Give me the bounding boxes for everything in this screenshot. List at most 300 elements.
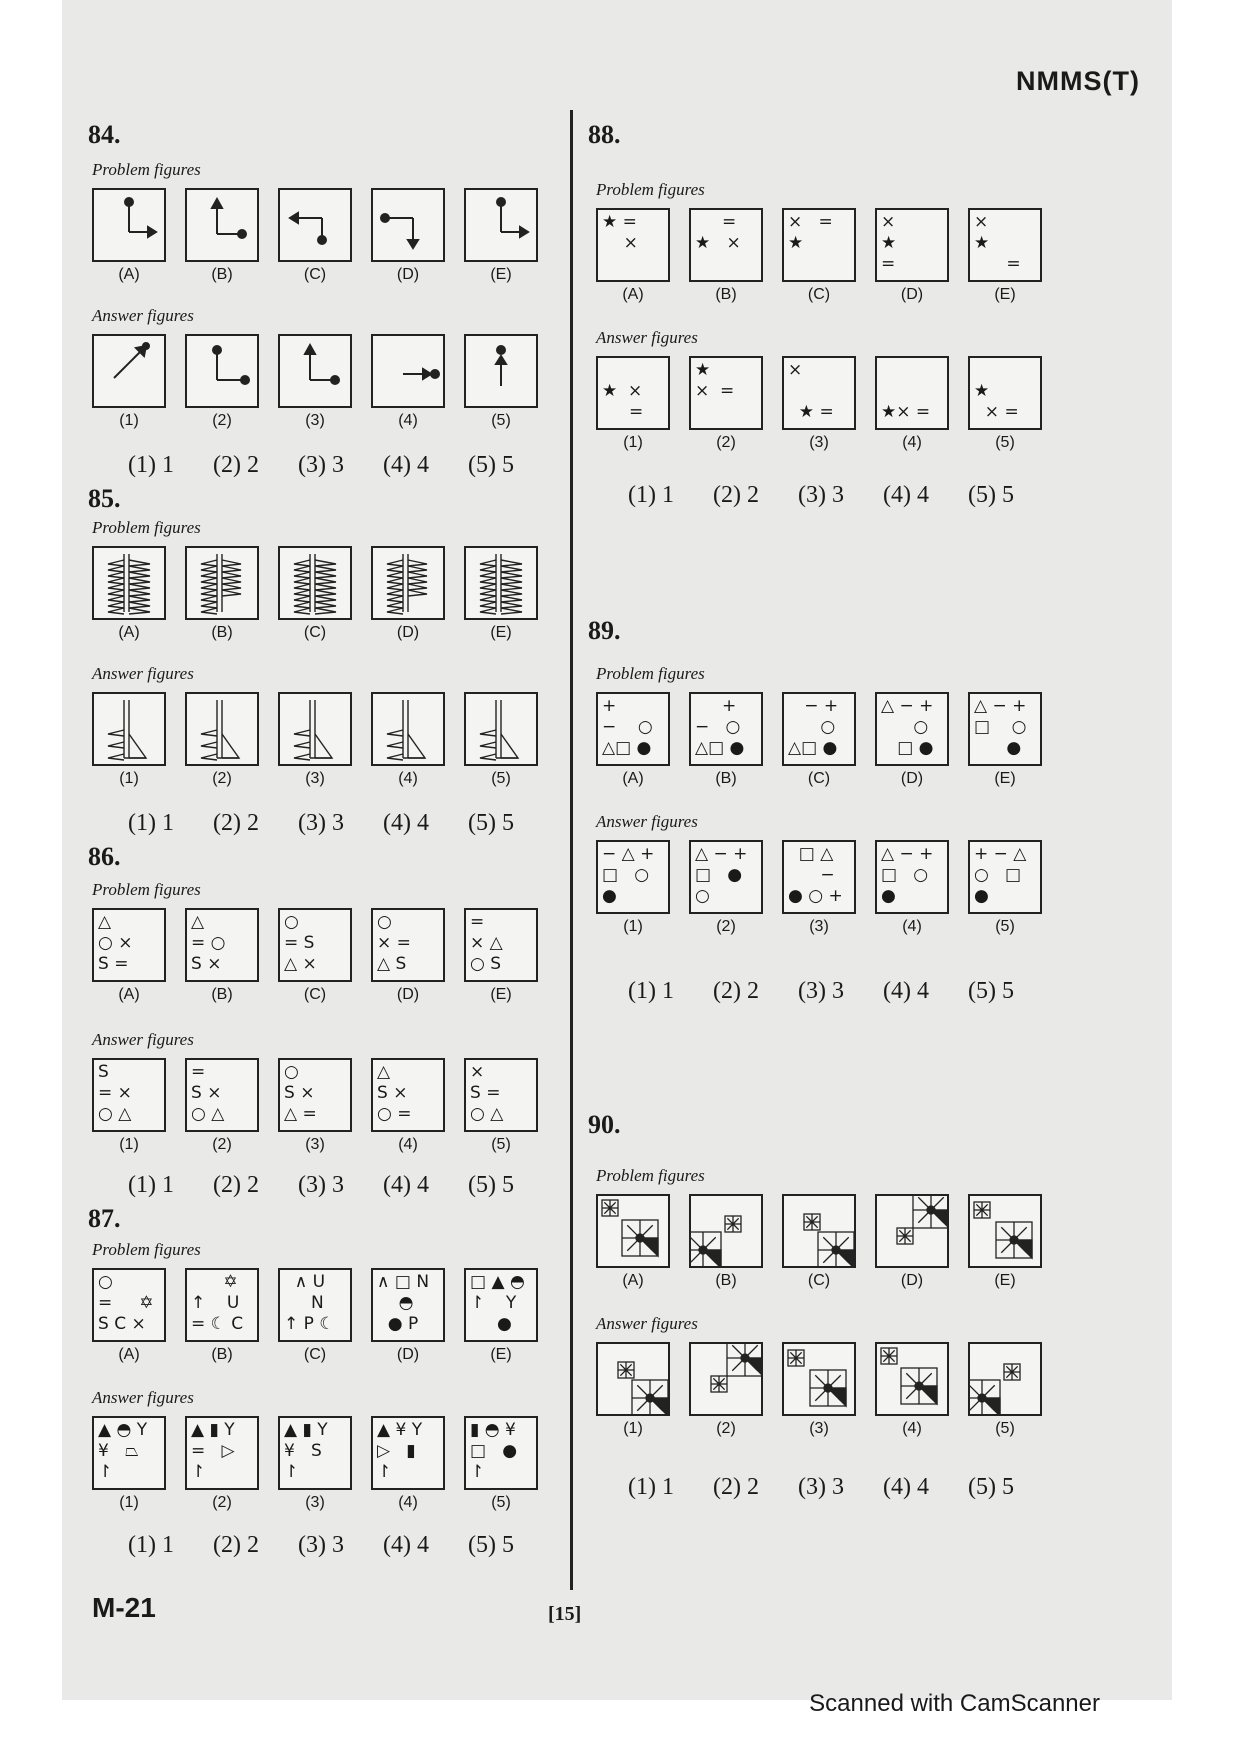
q90-problem-figure-label: (B) bbox=[715, 1272, 737, 1289]
q88-answer-row bbox=[594, 356, 1059, 452]
q85-answer-figure-5 bbox=[462, 692, 540, 788]
figure-symbols: △ = ○ S × bbox=[191, 912, 226, 974]
answer-option[interactable]: (3) 3 bbox=[298, 1172, 344, 1198]
q85-answer-figure-box bbox=[464, 692, 538, 766]
q90-answer-figure-1 bbox=[594, 1342, 672, 1438]
q89-problem-figure-label: (D) bbox=[900, 770, 924, 787]
figure-symbols: × ★ = bbox=[788, 360, 834, 422]
q86-answer-figure-5 bbox=[462, 1058, 540, 1154]
q88-problem-label: Problem figures bbox=[596, 180, 705, 199]
q85-answer-figure-box bbox=[92, 692, 166, 766]
q89-answer-figure-1 bbox=[594, 840, 672, 936]
question-89-number: 89. bbox=[588, 616, 621, 645]
q84-problem-figure-box bbox=[92, 188, 166, 262]
answer-option[interactable]: (1) 1 bbox=[128, 1532, 174, 1558]
q90-problem-figure-box bbox=[875, 1194, 949, 1268]
q84-problem-figure-3 bbox=[276, 188, 354, 284]
q86-answer-figure-box bbox=[278, 1058, 352, 1132]
q85-answer-figure-label: (2) bbox=[212, 770, 232, 787]
q90-problem-figure-3 bbox=[780, 1194, 858, 1290]
question-84-number: 84. bbox=[88, 120, 121, 149]
q87-problem-label: Problem figures bbox=[92, 1240, 201, 1259]
q86-problem-figure-2 bbox=[183, 908, 261, 1004]
q85-problem-figure-label: (B) bbox=[211, 624, 233, 641]
answer-option[interactable]: (1) 1 bbox=[628, 482, 674, 508]
q84-answer-row bbox=[90, 334, 555, 430]
q87-problem-figure-box bbox=[185, 1268, 259, 1342]
q88-problem-row bbox=[594, 208, 1059, 304]
q86-problem-figure-box bbox=[371, 908, 445, 982]
q84-problem-figure-box bbox=[371, 188, 445, 262]
q88-problem-figure-label: (B) bbox=[715, 286, 737, 303]
q88-answer-figure-box bbox=[689, 356, 763, 430]
q86-problem-figure-box bbox=[278, 908, 352, 982]
q85-problem-figure-4 bbox=[369, 546, 447, 642]
figure-symbols: △ S × ○ = bbox=[377, 1062, 412, 1124]
q88-options bbox=[628, 482, 1053, 509]
q90-problem-figure-box bbox=[782, 1194, 856, 1268]
q88-problem-figure-label: (A) bbox=[622, 286, 644, 303]
q87-problem-figure-1 bbox=[90, 1268, 168, 1364]
q86-problem-figure-3 bbox=[276, 908, 354, 1004]
q90-answer-figure-label: (3) bbox=[809, 1420, 829, 1437]
q89-problem-figure-4 bbox=[873, 692, 951, 788]
q89-answer-figure-label: (3) bbox=[809, 918, 829, 935]
q86-answer-figure-box bbox=[92, 1058, 166, 1132]
answer-option[interactable]: (1) 1 bbox=[128, 452, 174, 478]
q85-answer-figure-label: (3) bbox=[305, 770, 325, 787]
answer-option[interactable]: (4) 4 bbox=[383, 1172, 429, 1198]
q86-problem-figure-5 bbox=[462, 908, 540, 1004]
q85-answer-row bbox=[90, 692, 555, 788]
q88-answer-label: Answer figures bbox=[596, 328, 698, 347]
q86-answer-figure-label: (3) bbox=[305, 1136, 325, 1153]
question-88-number: 88. bbox=[588, 120, 621, 149]
q84-problem-figure-1 bbox=[90, 188, 168, 284]
q84-problem-figure-box bbox=[278, 188, 352, 262]
q87-problem-figure-label: (D) bbox=[396, 1346, 420, 1363]
q87-answer-figure-box bbox=[92, 1416, 166, 1490]
q89-answer-figure-box bbox=[689, 840, 763, 914]
answer-option[interactable]: (2) 2 bbox=[713, 482, 759, 508]
q90-answer-figure-box bbox=[689, 1342, 763, 1416]
q88-problem-figure-4 bbox=[873, 208, 951, 304]
answer-option[interactable]: (5) 5 bbox=[468, 1532, 514, 1558]
answer-option[interactable]: (3) 3 bbox=[298, 452, 344, 478]
figure-symbols: ○ = ✡ S C × bbox=[98, 1272, 154, 1334]
answer-option[interactable]: (3) 3 bbox=[798, 482, 844, 508]
q88-answer-figure-box bbox=[875, 356, 949, 430]
q86-problem-row bbox=[90, 908, 555, 1004]
q85-answer-figure-label: (4) bbox=[398, 770, 418, 787]
q87-problem-row bbox=[90, 1268, 555, 1364]
figure-symbols: ∧ U N ↑ P ☾ bbox=[284, 1272, 335, 1334]
q84-answer-figure-3 bbox=[276, 334, 354, 430]
q84-answer-figure-2 bbox=[183, 334, 261, 430]
figure-symbols: × = ★ bbox=[788, 212, 833, 253]
booklet-code: M-21 bbox=[92, 1592, 156, 1623]
answer-option[interactable]: (5) 5 bbox=[968, 1474, 1014, 1500]
q89-problem-figure-box bbox=[689, 692, 763, 766]
q86-answer-figure-box bbox=[371, 1058, 445, 1132]
q90-options bbox=[628, 1474, 1053, 1501]
q86-problem-figure-box bbox=[464, 908, 538, 982]
answer-option[interactable]: (1) 1 bbox=[628, 978, 674, 1004]
q87-problem-figure-box bbox=[464, 1268, 538, 1342]
q89-answer-figure-4 bbox=[873, 840, 951, 936]
q84-problem-figure-5 bbox=[462, 188, 540, 284]
q86-answer-figure-1 bbox=[90, 1058, 168, 1154]
q85-problem-figure-label: (A) bbox=[118, 624, 140, 641]
q86-answer-figure-box bbox=[185, 1058, 259, 1132]
figure-symbols: ★ × = bbox=[602, 381, 644, 422]
q88-answer-figure-2 bbox=[687, 356, 765, 452]
answer-option[interactable]: (3) 3 bbox=[298, 1532, 344, 1558]
q87-problem-figure-box bbox=[278, 1268, 352, 1342]
figure-symbols: × ★ = bbox=[974, 212, 1021, 274]
q87-answer-figure-1 bbox=[90, 1416, 168, 1512]
q84-answer-figure-box bbox=[92, 334, 166, 408]
q86-problem-figure-4 bbox=[369, 908, 447, 1004]
q84-problem-row bbox=[90, 188, 555, 284]
q90-answer-figure-4 bbox=[873, 1342, 951, 1438]
q87-answer-figure-box bbox=[185, 1416, 259, 1490]
q87-problem-figure-5 bbox=[462, 1268, 540, 1364]
q84-answer-label: Answer figures bbox=[92, 306, 194, 325]
q88-answer-figure-box bbox=[596, 356, 670, 430]
answer-option[interactable]: (5) 5 bbox=[468, 810, 514, 836]
q89-problem-row bbox=[594, 692, 1059, 788]
q86-answer-figure-4 bbox=[369, 1058, 447, 1154]
figure-symbols: + − ○ △□ ● bbox=[602, 696, 653, 758]
q90-answer-figure-3 bbox=[780, 1342, 858, 1438]
figure-symbols: × ★ = bbox=[881, 212, 897, 274]
q90-problem-figure-5 bbox=[966, 1194, 1044, 1290]
figure-symbols: ▲ ▮ Y ¥ S ↾ bbox=[284, 1420, 328, 1482]
q84-problem-figure-label: (C) bbox=[303, 266, 327, 283]
q86-answer-figure-3 bbox=[276, 1058, 354, 1154]
q87-problem-figure-label: (E) bbox=[490, 1346, 512, 1363]
q90-problem-figure-label: (D) bbox=[900, 1272, 924, 1289]
figure-symbols: ★ = × bbox=[602, 212, 638, 253]
q87-answer-figure-label: (5) bbox=[491, 1494, 511, 1511]
answer-option[interactable]: (3) 3 bbox=[298, 810, 344, 836]
q87-answer-figure-label: (1) bbox=[119, 1494, 139, 1511]
q89-problem-figure-3 bbox=[780, 692, 858, 788]
q90-answer-figure-box bbox=[968, 1342, 1042, 1416]
q88-answer-figure-label: (4) bbox=[902, 434, 922, 451]
answer-option[interactable]: (4) 4 bbox=[383, 452, 429, 478]
q85-problem-figure-label: (C) bbox=[303, 624, 327, 641]
scanner-watermark: Scanned with CamScanner bbox=[809, 1690, 1100, 1717]
q86-answer-row bbox=[90, 1058, 555, 1154]
q88-answer-figure-box bbox=[968, 356, 1042, 430]
q90-problem-figure-box bbox=[596, 1194, 670, 1268]
figure-symbols: − △ + □ ○ ● bbox=[602, 844, 655, 906]
q88-problem-figure-box bbox=[596, 208, 670, 282]
q87-answer-figure-4 bbox=[369, 1416, 447, 1512]
q90-problem-figure-2 bbox=[687, 1194, 765, 1290]
q90-problem-figure-4 bbox=[873, 1194, 951, 1290]
figure-symbols: □ △ − ● ○ + bbox=[788, 844, 843, 906]
figure-symbols: × S = ○ △ bbox=[470, 1062, 504, 1124]
q84-answer-figure-label: (5) bbox=[491, 412, 511, 429]
q84-answer-figure-label: (2) bbox=[212, 412, 232, 429]
figure-symbols: ✡ ↑ U = ☾ C bbox=[191, 1272, 244, 1334]
figure-symbols: ○ = S △ × bbox=[284, 912, 317, 974]
q84-problem-figure-label: (D) bbox=[396, 266, 420, 283]
q87-options bbox=[128, 1532, 553, 1559]
answer-option[interactable]: (2) 2 bbox=[713, 978, 759, 1004]
q87-answer-figure-box bbox=[371, 1416, 445, 1490]
q89-answer-figure-box bbox=[596, 840, 670, 914]
q89-problem-figure-box bbox=[782, 692, 856, 766]
figure-symbols: △ − + ○ □ ● bbox=[881, 696, 934, 758]
q84-answer-figure-box bbox=[185, 334, 259, 408]
q85-answer-figure-label: (1) bbox=[119, 770, 139, 787]
q85-problem-figure-3 bbox=[276, 546, 354, 642]
figure-symbols: ★ × = bbox=[695, 360, 735, 401]
answer-option[interactable]: (5) 5 bbox=[468, 452, 514, 478]
q88-problem-figure-box bbox=[968, 208, 1042, 282]
q87-answer-figure-label: (4) bbox=[398, 1494, 418, 1511]
q89-problem-figure-label: (E) bbox=[994, 770, 1016, 787]
answer-option[interactable]: (2) 2 bbox=[713, 1474, 759, 1500]
q89-problem-figure-box bbox=[968, 692, 1042, 766]
q89-problem-figure-box bbox=[596, 692, 670, 766]
q89-answer-figure-label: (5) bbox=[995, 918, 1015, 935]
q84-problem-label: Problem figures bbox=[92, 160, 201, 179]
q90-answer-figure-label: (5) bbox=[995, 1420, 1015, 1437]
q89-problem-label: Problem figures bbox=[596, 664, 705, 683]
figure-symbols: ∧ □ N ◓ ● P bbox=[377, 1272, 430, 1334]
q86-problem-label: Problem figures bbox=[92, 880, 201, 899]
q90-answer-figure-box bbox=[875, 1342, 949, 1416]
q88-problem-figure-1 bbox=[594, 208, 672, 304]
figure-symbols: − + ○ △□ ● bbox=[788, 696, 839, 758]
figure-symbols: ▮ ◓ ¥ □ ● ↾ bbox=[470, 1420, 518, 1482]
answer-option[interactable]: (5) 5 bbox=[968, 482, 1014, 508]
q87-answer-figure-label: (3) bbox=[305, 1494, 325, 1511]
q86-answer-figure-label: (2) bbox=[212, 1136, 232, 1153]
q86-problem-figure-label: (C) bbox=[303, 986, 327, 1003]
q88-answer-figure-3 bbox=[780, 356, 858, 452]
q85-answer-label: Answer figures bbox=[92, 664, 194, 683]
figure-symbols: = S × ○ △ bbox=[191, 1062, 225, 1124]
q84-problem-figure-2 bbox=[183, 188, 261, 284]
answer-option[interactable]: (4) 4 bbox=[883, 978, 929, 1004]
q84-problem-figure-box bbox=[185, 188, 259, 262]
q85-problem-figure-box bbox=[185, 546, 259, 620]
q86-problem-figure-label: (D) bbox=[396, 986, 420, 1003]
q89-answer-figure-label: (2) bbox=[716, 918, 736, 935]
figure-symbols: ▲ ▮ Y = ▷ ↾ bbox=[191, 1420, 235, 1482]
q87-answer-figure-3 bbox=[276, 1416, 354, 1512]
q89-problem-figure-box bbox=[875, 692, 949, 766]
q85-problem-figure-box bbox=[278, 546, 352, 620]
q88-answer-figure-label: (2) bbox=[716, 434, 736, 451]
answer-option[interactable]: (2) 2 bbox=[213, 452, 259, 478]
q88-answer-figure-5 bbox=[966, 356, 1044, 452]
q84-answer-figure-label: (4) bbox=[398, 412, 418, 429]
q84-answer-figure-label: (3) bbox=[305, 412, 325, 429]
q85-answer-figure-1 bbox=[90, 692, 168, 788]
q90-answer-row bbox=[594, 1342, 1059, 1438]
q85-options bbox=[128, 810, 553, 837]
answer-option[interactable]: (1) 1 bbox=[128, 1172, 174, 1198]
answer-option[interactable]: (1) 1 bbox=[628, 1474, 674, 1500]
q87-answer-figure-label: (2) bbox=[212, 1494, 232, 1511]
q86-answer-label: Answer figures bbox=[92, 1030, 194, 1049]
q85-answer-figure-3 bbox=[276, 692, 354, 788]
q84-answer-figure-4 bbox=[369, 334, 447, 430]
q88-problem-figure-3 bbox=[780, 208, 858, 304]
q90-answer-figure-box bbox=[596, 1342, 670, 1416]
q85-answer-figure-4 bbox=[369, 692, 447, 788]
q85-problem-figure-box bbox=[92, 546, 166, 620]
answer-option[interactable]: (1) 1 bbox=[128, 810, 174, 836]
q88-answer-figure-label: (3) bbox=[809, 434, 829, 451]
figure-symbols: ▲ ¥ Y ▷ ▮ ↾ bbox=[377, 1420, 423, 1482]
figure-symbols: △ − + □ ● ○ bbox=[695, 844, 748, 906]
q88-problem-figure-label: (E) bbox=[994, 286, 1016, 303]
q89-answer-figure-label: (4) bbox=[902, 918, 922, 935]
q90-problem-label: Problem figures bbox=[596, 1166, 705, 1185]
figure-symbols: S = × ○ △ bbox=[98, 1062, 132, 1124]
q86-problem-figure-box bbox=[185, 908, 259, 982]
q87-problem-figure-2 bbox=[183, 1268, 261, 1364]
q86-answer-figure-label: (4) bbox=[398, 1136, 418, 1153]
figure-symbols: + − ○ △□ ● bbox=[695, 696, 745, 758]
q85-answer-figure-label: (5) bbox=[491, 770, 511, 787]
q90-problem-figure-box bbox=[689, 1194, 763, 1268]
q85-answer-figure-box bbox=[185, 692, 259, 766]
page-header: NMMS(T) bbox=[1016, 66, 1140, 96]
answer-option[interactable]: (4) 4 bbox=[383, 1532, 429, 1558]
q87-answer-figure-5 bbox=[462, 1416, 540, 1512]
answer-option[interactable]: (2) 2 bbox=[213, 1172, 259, 1198]
q89-problem-figure-1 bbox=[594, 692, 672, 788]
figure-symbols: △ − + □ ○ ● bbox=[881, 844, 934, 906]
q86-problem-figure-label: (E) bbox=[490, 986, 512, 1003]
figure-symbols: + − △ ○ □ ● bbox=[974, 844, 1027, 906]
q87-answer-label: Answer figures bbox=[92, 1388, 194, 1407]
figure-symbols: △ − + □ ○ ● bbox=[974, 696, 1027, 758]
q88-problem-figure-box bbox=[875, 208, 949, 282]
q90-answer-figure-5 bbox=[966, 1342, 1044, 1438]
q86-problem-figure-1 bbox=[90, 908, 168, 1004]
q85-problem-label: Problem figures bbox=[92, 518, 201, 537]
q86-answer-figure-label: (5) bbox=[491, 1136, 511, 1153]
q88-answer-figure-box bbox=[782, 356, 856, 430]
q87-answer-figure-box bbox=[464, 1416, 538, 1490]
question-86-number: 86. bbox=[88, 842, 121, 871]
q89-answer-figure-3 bbox=[780, 840, 858, 936]
q88-problem-figure-2 bbox=[687, 208, 765, 304]
answer-option[interactable]: (4) 4 bbox=[883, 1474, 929, 1500]
q86-problem-figure-label: (B) bbox=[211, 986, 233, 1003]
q86-answer-figure-2 bbox=[183, 1058, 261, 1154]
q84-problem-figure-label: (A) bbox=[118, 266, 140, 283]
figure-symbols: □ ▲ ◓ ↾ Y ● bbox=[470, 1272, 525, 1334]
answer-option[interactable]: (5) 5 bbox=[468, 1172, 514, 1198]
q89-problem-figure-label: (C) bbox=[807, 770, 831, 787]
q85-problem-figure-2 bbox=[183, 546, 261, 642]
q87-problem-figure-label: (A) bbox=[118, 1346, 140, 1363]
q90-answer-figure-label: (4) bbox=[902, 1420, 922, 1437]
q87-problem-figure-4 bbox=[369, 1268, 447, 1364]
q84-answer-figure-box bbox=[371, 334, 445, 408]
q84-options bbox=[128, 452, 553, 479]
answer-option[interactable]: (2) 2 bbox=[213, 1532, 259, 1558]
q85-answer-figure-box bbox=[371, 692, 445, 766]
q87-problem-figure-3 bbox=[276, 1268, 354, 1364]
q85-problem-figure-1 bbox=[90, 546, 168, 642]
q89-options bbox=[628, 978, 1053, 1005]
q89-problem-figure-2 bbox=[687, 692, 765, 788]
q88-problem-figure-5 bbox=[966, 208, 1044, 304]
q90-problem-figure-label: (C) bbox=[807, 1272, 831, 1289]
q84-answer-figure-5 bbox=[462, 334, 540, 430]
q85-problem-figure-box bbox=[464, 546, 538, 620]
q86-problem-figure-label: (A) bbox=[118, 986, 140, 1003]
answer-option[interactable]: (3) 3 bbox=[798, 1474, 844, 1500]
question-90-number: 90. bbox=[588, 1110, 621, 1139]
q89-answer-figure-2 bbox=[687, 840, 765, 936]
q86-answer-figure-box bbox=[464, 1058, 538, 1132]
answer-option[interactable]: (4) 4 bbox=[883, 482, 929, 508]
q84-answer-figure-box bbox=[464, 334, 538, 408]
q84-answer-figure-label: (1) bbox=[119, 412, 139, 429]
answer-option[interactable]: (5) 5 bbox=[968, 978, 1014, 1004]
answer-option[interactable]: (2) 2 bbox=[213, 810, 259, 836]
q89-answer-figure-box bbox=[875, 840, 949, 914]
q85-problem-row bbox=[90, 546, 555, 642]
figure-symbols: ★× = bbox=[881, 402, 931, 422]
q84-problem-figure-box bbox=[464, 188, 538, 262]
q87-answer-figure-box bbox=[278, 1416, 352, 1490]
q90-problem-figure-box bbox=[968, 1194, 1042, 1268]
q88-answer-figure-label: (5) bbox=[995, 434, 1015, 451]
q86-answer-figure-label: (1) bbox=[119, 1136, 139, 1153]
q90-answer-figure-label: (2) bbox=[716, 1420, 736, 1437]
q90-answer-figure-2 bbox=[687, 1342, 765, 1438]
q87-problem-figure-box bbox=[371, 1268, 445, 1342]
q85-problem-figure-5 bbox=[462, 546, 540, 642]
q85-problem-figure-label: (E) bbox=[490, 624, 512, 641]
q90-problem-figure-1 bbox=[594, 1194, 672, 1290]
q87-problem-figure-box bbox=[92, 1268, 166, 1342]
q87-problem-figure-label: (C) bbox=[303, 1346, 327, 1363]
q89-answer-row bbox=[594, 840, 1059, 936]
q88-answer-figure-1 bbox=[594, 356, 672, 452]
q84-answer-figure-box bbox=[278, 334, 352, 408]
q89-answer-figure-5 bbox=[966, 840, 1044, 936]
q90-problem-figure-label: (A) bbox=[622, 1272, 644, 1289]
q84-problem-figure-label: (B) bbox=[211, 266, 233, 283]
q89-problem-figure-label: (A) bbox=[622, 770, 644, 787]
q90-answer-figure-box bbox=[782, 1342, 856, 1416]
q89-answer-label: Answer figures bbox=[596, 812, 698, 831]
q89-problem-figure-label: (B) bbox=[715, 770, 737, 787]
question-87-number: 87. bbox=[88, 1204, 121, 1233]
answer-option[interactable]: (3) 3 bbox=[798, 978, 844, 1004]
figure-symbols: △ ○ × S = bbox=[98, 912, 133, 974]
q89-answer-figure-label: (1) bbox=[623, 918, 643, 935]
answer-option[interactable]: (4) 4 bbox=[383, 810, 429, 836]
figure-symbols: ○ × = △ S bbox=[377, 912, 411, 974]
q87-answer-figure-2 bbox=[183, 1416, 261, 1512]
